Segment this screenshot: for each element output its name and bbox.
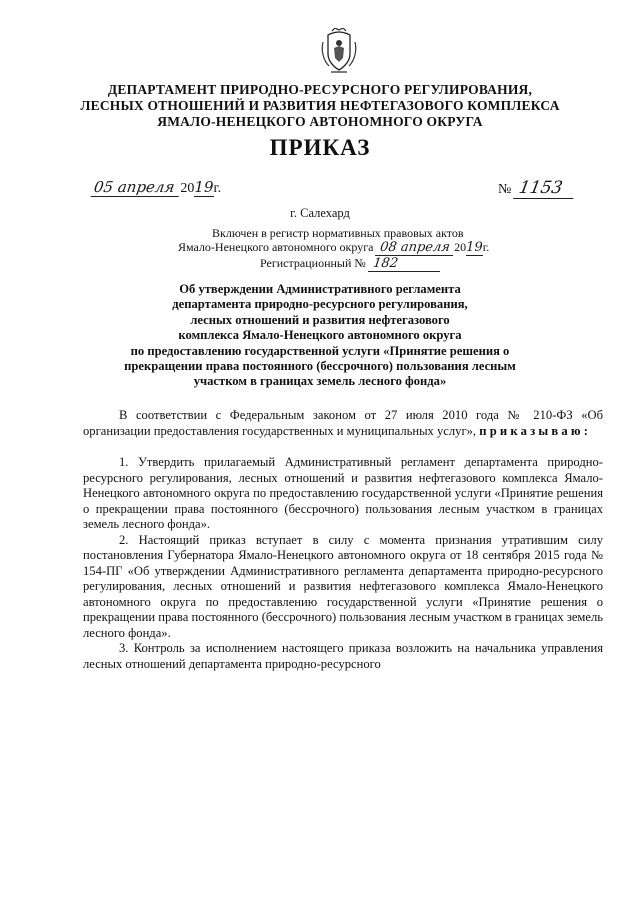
item-3: 3. Контроль за исполнением настоящего приказа возложить на начальника управления лесных отношений департамента природно-ресурсного <box>83 641 603 671</box>
registration-line-3 <box>178 256 538 272</box>
preamble <box>83 408 603 439</box>
order-body <box>83 408 603 672</box>
date-suffix: г. <box>213 181 222 196</box>
registration-year-prefix: 20 <box>454 240 467 254</box>
registration-stamp <box>178 226 538 272</box>
subject-line: комплекса Ямало-Ненецкого автономного округа <box>178 328 462 343</box>
document-title: ПРИКАЗ <box>269 135 371 160</box>
preamble-text: В соответствии с Федеральным законом от 27 июля 2010 года № 210-ФЗ «Об организации предоставления государственных и муниципальных услуг», <box>83 408 603 438</box>
city: г. Салехард <box>290 206 350 220</box>
registration-hand-year: 19 <box>466 240 483 255</box>
registration-hand-date: 08 апреля <box>375 241 455 256</box>
registration-line-2 <box>178 240 538 256</box>
registration-year-suffix: г. <box>482 240 490 254</box>
organization-name <box>0 82 640 130</box>
order-subject <box>100 282 540 390</box>
subject-line: участком в границах земель лесного фонда» <box>193 374 447 389</box>
order-number <box>498 178 575 199</box>
subject-line: департамента природно-ресурсного регулирования, <box>172 297 468 312</box>
subject-line: по предоставлению государственной услуги «Принятие решения о <box>130 343 510 358</box>
handwritten-year: 19 <box>194 178 214 196</box>
subject-line: Об утверждении Административного регламента <box>179 282 461 296</box>
number-sign: № <box>498 182 512 197</box>
org-line-3: ЯМАЛО-НЕНЕЦКОГО АВТОНОМНОГО ОКРУГА <box>157 114 483 129</box>
registration-line-1: Включен в регистр нормативных правовых актов <box>212 226 464 240</box>
registration-region: Ямало-Ненецкого автономного округа <box>178 240 374 254</box>
org-line-2: ЛЕСНЫХ ОТНОШЕНИЙ И РАЗВИТИЯ НЕФТЕГАЗОВОГО КОМПЛЕКСА <box>80 98 560 113</box>
item-2: 2. Настоящий приказ вступает в силу с момента признания утратившим силу постановления Губернатора Ямало-Ненецкого автономного округа от 18 сентября 2015 года № 154-ПГ «Об утверждении Административного регламента департамента природно-ресурсного регулирования, лесных отношений и развития нефтегазового комплекса Ямало-Ненецкого автономного округа по предоставлению государственной услуги «Принятие решения о прекращении права постоянного (бессрочного) пользования лесным участком в границах земель лесного фонда». <box>83 532 603 640</box>
order-date <box>92 178 221 197</box>
subject-line: прекращении права постоянного (бессрочного) пользования лесным <box>124 359 516 374</box>
coat-of-arms-icon <box>319 28 359 74</box>
handwritten-date: 05 апреля <box>91 178 182 197</box>
org-line-1: ДЕПАРТАМЕНТ ПРИРОДНО-РЕСУРСНОГО РЕГУЛИРОВАНИЯ, <box>107 82 533 97</box>
order-word: приказываю: <box>479 423 592 438</box>
item-1: 1. Утвердить прилагаемый Административный регламент департамента природно-ресурсного регулирования, лесных отношений и развития нефтегазового комплекса Ямало-Ненецкого автономного округа по предоставлению государственной услуги «Принятие решения о прекращении права постоянного (бессрочного) пользования лесным участком в границах земель лесного фонда». <box>83 455 603 531</box>
registration-hand-number: 182 <box>368 257 442 272</box>
handwritten-number: 1153 <box>513 178 577 199</box>
registration-number-label: Регистрационный № <box>260 256 366 270</box>
date-year-prefix: 20 <box>180 181 195 196</box>
subject-line: лесных отношений и развития нефтегазового <box>190 312 450 327</box>
